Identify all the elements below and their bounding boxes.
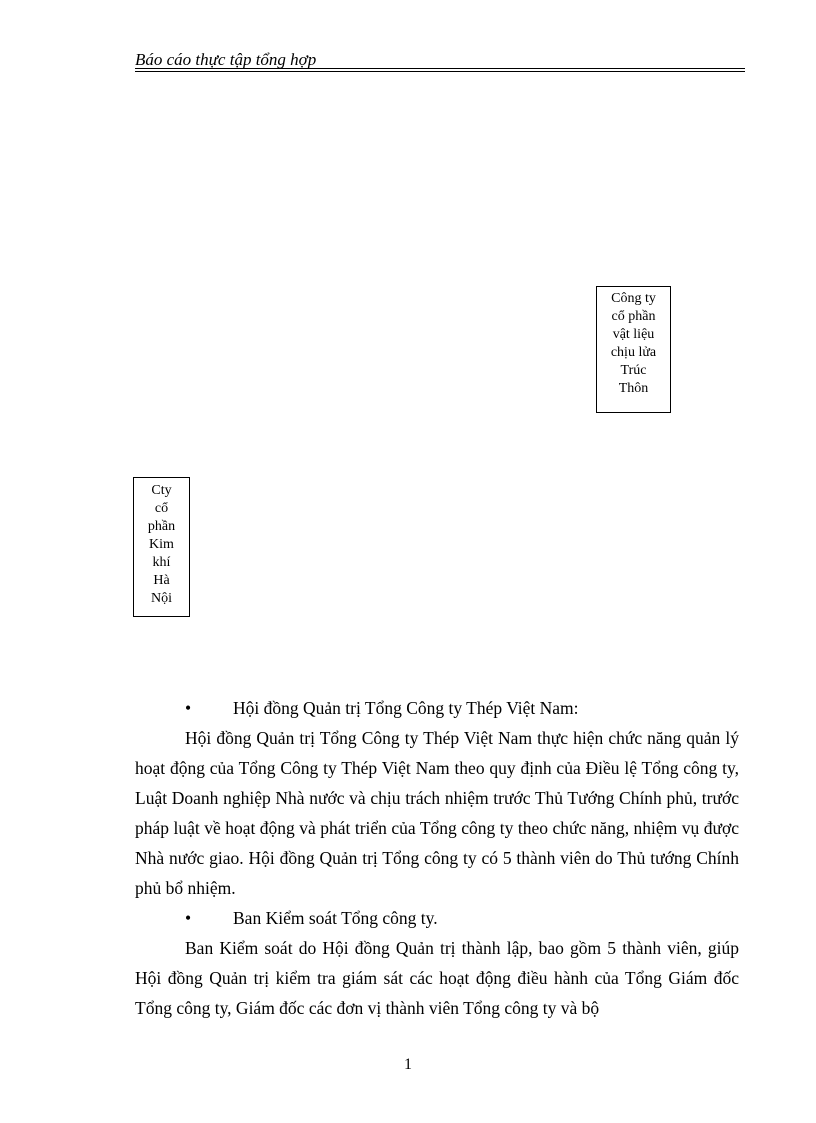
header-rule-thick — [135, 71, 745, 72]
org-box-line: cổ — [154, 501, 169, 516]
bullet-dot-icon: • — [185, 908, 192, 928]
paragraph-board: Hội đồng Quản trị Tổng Công ty Thép Việt Nam thực hiện chức năng quản lý hoạt động của Tổng Công ty Thép Việt Nam theo quy định của Điều lệ Tổng công ty, Luật Doanh nghiệp Nhà nước và chịu trách nhiệm trước Thủ Tướng Chính phủ, trước pháp luật về hoạt động và phát triển của Tổng công ty theo chức năng, nhiệm vụ được Nhà nước giao. Hội đồng Quản trị Tổng công ty có 5 thành viên do Thủ tướng Chính phủ bổ nhiệm. — [135, 728, 739, 898]
bullet-heading: Ban Kiểm soát Tổng công ty. — [233, 908, 438, 928]
org-box-line: Kim — [149, 537, 174, 552]
header-rule-thin — [135, 68, 745, 69]
org-box-line: khí — [152, 555, 171, 570]
page-header-title: Báo cáo thực tập tổng hợp — [135, 50, 317, 69]
org-box-line: vật liệu — [612, 327, 655, 342]
bullet-item-supervisory — [135, 903, 739, 933]
org-box-truc-thon — [596, 286, 671, 413]
org-box-line: chịu lửa — [610, 345, 657, 360]
org-box-line: Cty — [151, 483, 172, 498]
paragraph-supervisory: Ban Kiểm soát do Hội đồng Quản trị thành lập, bao gồm 5 thành viên, giúp Hội đồng Quản trị kiểm tra giám sát các hoạt động điều hành của Tổng Giám đốc Tổng công ty, Giám đốc các đơn vị thành viên Tổng công ty và bộ — [135, 938, 739, 1018]
org-box-line: Công ty — [611, 291, 656, 306]
bullet-item-board — [135, 693, 739, 723]
bullet-heading: Hội đồng Quản trị Tổng Công ty Thép Việt Nam: — [233, 698, 579, 718]
bullet-dot-icon: • — [185, 698, 192, 718]
body-text — [135, 693, 739, 1023]
org-box-line: Thôn — [618, 381, 649, 396]
org-box-line: Hà — [153, 573, 170, 588]
org-box-kim-khi — [133, 477, 190, 617]
org-box-line: Nội — [151, 591, 172, 606]
org-box-line: cổ phần — [611, 309, 656, 324]
page-number: 1 — [404, 1056, 412, 1073]
org-box-line: phần — [147, 519, 176, 534]
org-box-line: Trúc — [620, 363, 647, 378]
